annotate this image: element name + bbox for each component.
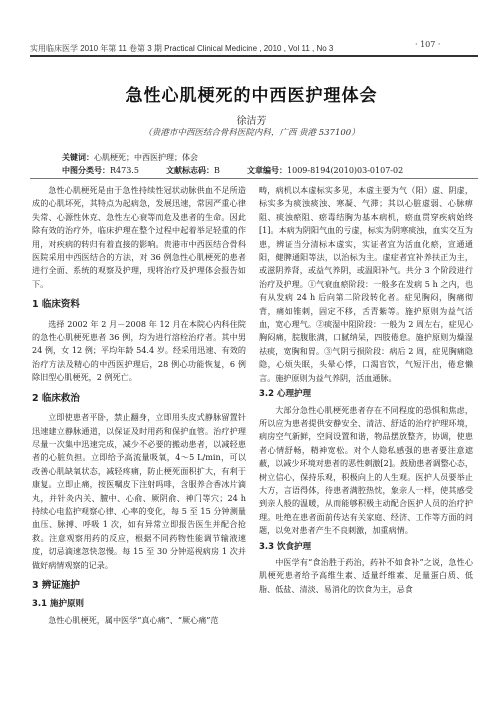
section-3-3-text: 中医学有“食治胜于药治，药补不如食补”之说，急性心肌梗死患者给予高维生素、适量纤维素、足量蛋白质、低脂、低盐、清淡、易消化的饮食为主，忌食 bbox=[259, 556, 473, 594]
meta-divider bbox=[30, 178, 478, 179]
section-3-1-heading: 3.1 施护原则 bbox=[32, 599, 85, 610]
section-2-heading: 2 临床救治 bbox=[32, 392, 80, 404]
left-column bbox=[32, 184, 246, 627]
doc-code-value: B bbox=[214, 166, 220, 175]
journal-citation: 实用临床医学 2010 年第 11 卷第 3 期 Practical Clinical Medicine , 2010 , Vol 11 , No 3 bbox=[30, 44, 334, 53]
clc-label: 中图分类号： bbox=[62, 166, 110, 175]
article-id-value: 1009-8194(2010)03-0107-02 bbox=[287, 166, 404, 175]
classification-line bbox=[62, 165, 482, 176]
section-3-heading: 3 辨证施护 bbox=[32, 579, 80, 591]
article-title: 急性心肌梗死的中西医护理体会 bbox=[125, 86, 378, 106]
section-2-text: 立即使患者平卧，禁止翻身，立即用头皮式静脉留置针迅速建立静脉通道，以保证及时用药和保护血管。治疗护理尽量一次集中迅速完成，减少不必要的搬动患者，以减轻患者的心脏负担。立即给予高流量吸氧，4～5 L/min，可以改善心肌缺氧状态，减轻疼痛，防止梗死面积扩大，有利于康复。立即止痛，按医嘱皮下注射吗啡，含服养合香冰片滴丸，并针灸内关、膻中、心俞、厥阴俞、神门等穴；24 h 持续心电监护观察心律、心率的变化，每 5 至 15 分钟测量血压、脉搏、呼吸 1 次，如有异常立即报告医生并配合抢救。注意观察用药的反应，根据不同药物性能调节输液速度，切忌滴速忽快忽慢。每 15 至 30 分钟巡视病房 1 次并做好病情观察的记录。 bbox=[32, 412, 246, 570]
section-3-1-continued: 畴，病机以本虚标实多见，本虚主要为气（阳）虚、阴虚，标实多为痰浊痰浊、寒凝、气滞；其以心脏虚弱、心脉痹阻、痰浊瘀阻、瘀毒结胸为基本病机，瘀血贯穿疾病始终[1]。本病为阴阳气血的亏虚，标实为阴寒痰浊，血实交互为患，辨证当分清标本虚实，实证者宜为活血化瘀，宣通通阳，健脾通阳等法，以治标为主。虚症者宜补养扶正为主，或滋阴养肾，或益气养阴，或温阳补气。共分 3 个阶段进行治疗及护理。①气衰血瘀阶段：一般多在发病 5 h 之内，也有从发病 24 h 后向第二阶段转化者。症见胸闷，胸痛彻背，痛如锥刺，固定不移，舌青紫等。施护原则为益气活血，宽心理气。②痰湿中阻阶段：一般为 2 周左右，症见心胸闷痛，脘腹胀满，口腻纳呆，四肢倦怠。施护原则为燥湿祛痰，宽胸和胃。③气阴亏损阶段：病后 2 周，症见胸痛隐隐，心烦失眠，头晕心悸，口渴盲饮，气短汗出，倦怠懒言。施护原则为益气养阴，活血通脉。 bbox=[259, 185, 473, 383]
section-1-text: 选择 2002 年 2 月－2008 年 12 月在本院心内科住院的急性心肌梗死患者 36 例，均为进行溶栓治疗者。其中男 24 例，女 12 例；平均年龄 54.4 岁。经采用迅速、有效的治疗方法及精心的中西医护理后，28 例心功能恢复，6 例除旧型心肌梗死，2 例死亡。 bbox=[32, 318, 246, 383]
author-affiliation: （贵港市中西医结合骨科医院内科，广西 贵港 537100） bbox=[143, 128, 360, 138]
article-id-label: 文章编号： bbox=[247, 166, 288, 175]
keywords-label: 关键词： bbox=[62, 153, 94, 162]
running-header bbox=[30, 40, 478, 54]
right-column bbox=[259, 184, 473, 596]
section-1-heading: 1 临床资料 bbox=[32, 299, 80, 311]
section-3-3-heading: 3.3 饮食护理 bbox=[259, 541, 312, 552]
header-rule bbox=[30, 55, 478, 57]
section-3-2-heading: 3.2 心理护理 bbox=[259, 389, 312, 400]
keywords-value: 心肌梗死；中西医护理；体会 bbox=[94, 153, 198, 162]
author-name: 徐洁芳 bbox=[236, 116, 267, 127]
section-3-1-text: 急性心肌梗死，属中医学“真心痛”、“厥心痛”范 bbox=[48, 614, 219, 625]
keywords-line bbox=[62, 152, 198, 163]
doc-code-label: 文献标志码： bbox=[166, 166, 215, 175]
page-number: · 107 · bbox=[415, 40, 441, 49]
intro-paragraph: 急性心肌梗死是由于急性持续性冠状动脉供血不足所造成的心肌坏死，其特点为起病急，发展迅速，常因严重心律失常、心源性休克、急性左心衰等而危及患者的生命。因此除有效的治疗外，临床护理在整个过程中起着举足轻重的作用，对疾病的转归有着直接的影响。贵港市中西医结合骨科医院采用中西医结合的方法，对 36 例急性心肌梗死的患者进行全面、系统的观察及护理，现将治疗及护理体会报告如下。 bbox=[32, 185, 246, 289]
section-3-2-text: 大部分急性心肌梗死患者存在不同程度的恐惧和焦虑，所以应为患者提供安静安全、清洁、舒适的治疗护理环境，病房空气新鲜，空间设置和谐，物品摆放整齐，协调，使患者心情舒畅，精神宽松。对个人隐私感强的患者要注意遮蔽，以减少环境对患者的恶性刺激[2]。鼓励患者调整心态，树立信心，保持乐观，积极向上的人生观。医护人员要举止大方，言语得体，待患者满腔热忱，象亲人一样，使其感受到亲人般的温暖，从而能够积极主动配合医护人员的治疗护理。吐绝在患者面前传达有关家庭、经济、工作等方面的问题，以免对患者产生不良刺激，加重病情。 bbox=[259, 404, 473, 536]
clc-value: R473.5 bbox=[110, 166, 139, 175]
